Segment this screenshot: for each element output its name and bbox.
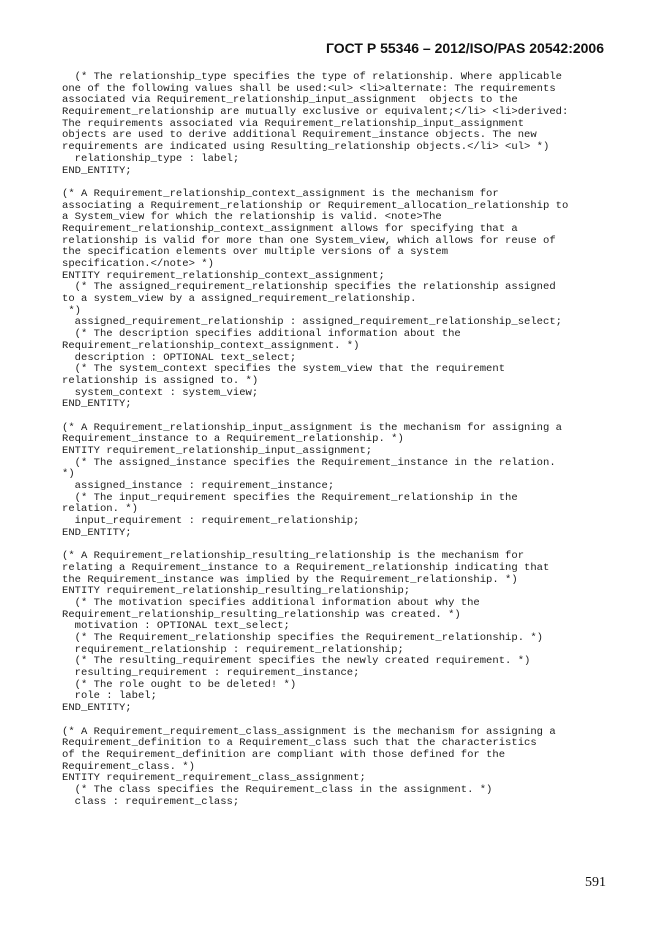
code-line: END_ENTITY; bbox=[62, 398, 132, 411]
code-line: assigned_instance : requirement_instance; bbox=[62, 480, 335, 493]
code-line: one of the following values shall be used:<ul> <li>alternate: The requirements bbox=[62, 82, 556, 95]
code-line: relationship is assigned to. *) bbox=[62, 374, 259, 387]
express-code-listing bbox=[62, 72, 606, 808]
code-line: (* The assigned_instance specifies the Requirement_instance in the relation. bbox=[62, 456, 556, 469]
code-line: associating a Requirement_relationship or Requirement_allocation_relationship to bbox=[62, 199, 569, 212]
code-line: *) bbox=[62, 304, 81, 317]
page-number: 591 bbox=[585, 875, 606, 890]
code-line: (* The resulting_requirement specifies the newly created requirement. *) bbox=[62, 655, 531, 668]
code-line: Requirement_instance to a Requirement_relationship. *) bbox=[62, 433, 404, 446]
code-line: relating a Requirement_instance to a Requirement_relationship indicating that bbox=[62, 561, 550, 574]
code-line: END_ENTITY; bbox=[62, 526, 132, 539]
code-line: (* The class specifies the Requirement_class in the assignment. *) bbox=[62, 783, 493, 796]
code-line: role : label; bbox=[62, 690, 157, 703]
code-line: (* The system_context specifies the system_view that the requirement bbox=[62, 363, 506, 376]
code-line bbox=[62, 715, 606, 727]
code-line: system_context : system_view; bbox=[62, 386, 259, 399]
code-line: ENTITY requirement_relationship_context_assignment; bbox=[62, 269, 385, 282]
code-line: The requirements associated via Requirement_relationship_input_assignment bbox=[62, 117, 525, 130]
code-line: Requirement_relationship_context_assignment. *) bbox=[62, 339, 360, 352]
code-line: ENTITY requirement_relationship_resulting_relationship; bbox=[62, 585, 411, 598]
code-line: Requirement_definition to a Requirement_class such that the characteristics bbox=[62, 737, 537, 750]
code-line: Requirement_relationship are mutually exclusive or equivalent;</li> <li>derived: bbox=[62, 106, 569, 119]
code-line: motivation : OPTIONAL text_select; bbox=[62, 620, 290, 633]
code-line: requirements are indicated using Resulting_relationship objects.</li> <ul> *) bbox=[62, 141, 550, 154]
code-line: Requirement_class. *) bbox=[62, 760, 195, 773]
code-line: END_ENTITY; bbox=[62, 702, 132, 715]
code-line: Requirement_relationship_context_assignment allows for specifying that a bbox=[62, 222, 518, 235]
code-line: END_ENTITY; bbox=[62, 164, 132, 177]
code-line: (* The motivation specifies additional information about why the bbox=[62, 596, 480, 609]
code-line: assigned_requirement_relationship : assigned_requirement_relationship_select; bbox=[62, 316, 563, 329]
code-line: input_requirement : requirement_relationship; bbox=[62, 515, 360, 528]
code-line: specification.</note> *) bbox=[62, 258, 214, 270]
code-line: (* The role ought to be deleted! *) bbox=[62, 678, 297, 691]
page-header: ГОСТ Р 55346 – 2012/ISO/PAS 20542:2006 bbox=[326, 40, 604, 56]
code-line: the Requirement_instance was implied by the Requirement_relationship. *) bbox=[62, 573, 518, 586]
code-line: ENTITY requirement_relationship_input_assignment; bbox=[62, 445, 373, 457]
code-line bbox=[62, 411, 606, 423]
code-line: Requirement_relationship_resulting_relationship was created. *) bbox=[62, 608, 461, 621]
code-line: class : requirement_class; bbox=[62, 795, 240, 808]
code-line: (* The Requirement_relationship specifies the Requirement_relationship. *) bbox=[62, 632, 544, 644]
code-line: resulting_requirement : requirement_instance; bbox=[62, 667, 360, 680]
code-line: objects are used to derive additional Requirement_instance objects. The new bbox=[62, 129, 537, 142]
code-line: relationship is valid for more than one System_view, which allows for reuse of bbox=[62, 234, 556, 247]
code-line: to a system_view by a assigned_requirement_relationship. bbox=[62, 293, 417, 306]
code-line: the specification elements over multiple versions of a system bbox=[62, 246, 449, 259]
code-line: relationship_type : label; bbox=[62, 152, 240, 165]
code-line: (* The assigned_requirement_relationship specifies the relationship assigned bbox=[62, 281, 556, 294]
code-line: ENTITY requirement_requirement_class_assignment; bbox=[62, 772, 366, 785]
code-line: of the Requirement_definition are compliant with those defined for the bbox=[62, 748, 506, 761]
code-line: requirement_relationship : requirement_relationship; bbox=[62, 643, 404, 656]
code-line: associated via Requirement_relationship_input_assignment objects to the bbox=[62, 94, 518, 107]
code-line: (* The input_requirement specifies the Requirement_relationship in the bbox=[62, 491, 518, 504]
code-line: (* A Requirement_relationship_resulting_relationship is the mechanism for bbox=[62, 550, 525, 563]
code-line: description : OPTIONAL text_select; bbox=[62, 351, 297, 364]
code-line: *) bbox=[62, 468, 75, 481]
code-line: a System_view for which the relationship is valid. <note>The bbox=[62, 211, 442, 224]
code-line: (* The relationship_type specifies the type of relationship. Where applicable bbox=[62, 71, 563, 83]
code-line: (* A Requirement_relationship_context_assignment is the mechanism for bbox=[62, 187, 499, 200]
code-line: (* A Requirement_relationship_input_assignment is the mechanism for assigning a bbox=[62, 421, 563, 434]
code-line: (* The description specifies additional information about the bbox=[62, 328, 461, 341]
code-line: relation. *) bbox=[62, 503, 138, 516]
code-line: (* A Requirement_requirement_class_assignment is the mechanism for assigning a bbox=[62, 725, 556, 738]
